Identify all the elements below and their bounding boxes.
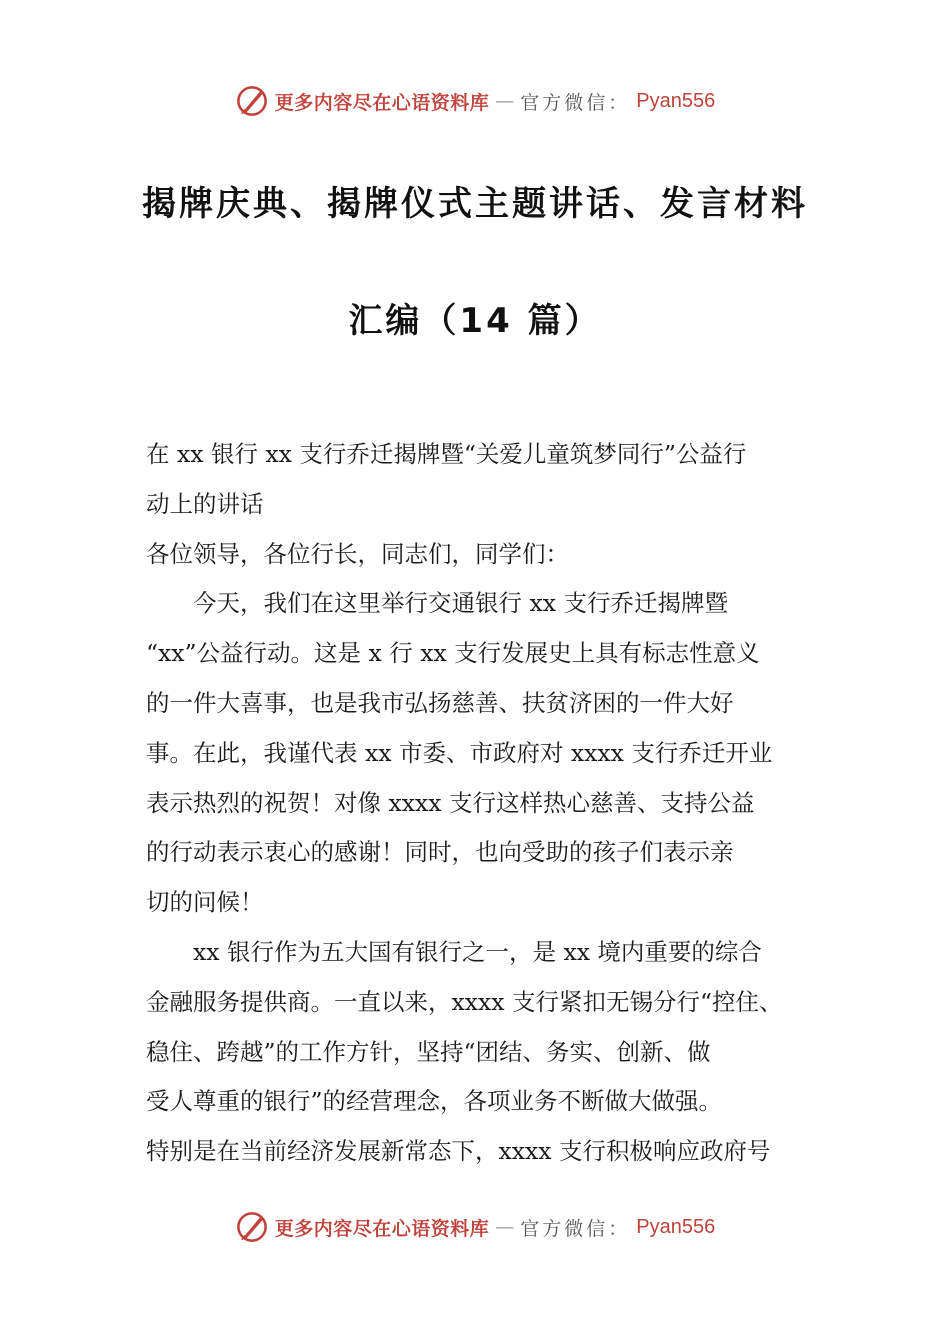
body-line: xx 银行作为五大国有银行之一，是 xx 境内重要的综合 [146, 937, 762, 966]
body-line: 事。在此，我谨代表 xx 市委、市政府对 xxxx 支行乔迁开业 [146, 738, 773, 767]
body-line: 的行动表示衷心的感谢！同时，也向受助的孩子们表示亲 [146, 838, 734, 867]
header-banner [0, 84, 950, 118]
footer-site-text: 更多内容尽在心语资料库 [274, 1217, 490, 1240]
body-line: 在 xx 银行 xx 支行乔迁揭牌暨“关爱儿童筑梦同行”公益行 [146, 440, 747, 468]
document-title-line-1: 揭牌庆典、揭牌仪式主题讲话、发言材料 [142, 184, 808, 224]
footer-dash: — [495, 1216, 515, 1238]
banner-wechat-id: Pyan556 [636, 89, 716, 112]
footer-wechat-label: 官方微信： [520, 1217, 631, 1240]
banner-wechat-label: 官方微信： [520, 91, 631, 114]
banner-site-text: 更多内容尽在心语资料库 [274, 91, 490, 114]
quill-pen-logo-icon [235, 1210, 269, 1244]
body-line: 的一件大喜事，也是我市弘扬慈善、扶贫济困的一件大好 [146, 688, 734, 717]
body-line: “xx”公益行动。这是 x 行 xx 支行发展史上具有标志性意义 [146, 639, 760, 668]
body-line: 动上的讲话 [146, 489, 264, 518]
body-line: 各位领导，各位行长，同志们，同学们： [146, 539, 569, 568]
footer-banner [0, 1210, 950, 1244]
body-line: 今天，我们在这里举行交通银行 xx 支行乔迁揭牌暨 [146, 589, 728, 618]
body-line: 表示热烈的祝贺！对像 xxxx 支行这样热心慈善、支持公益 [146, 788, 755, 817]
body-line: 特别是在当前经济发展新常态下，xxxx 支行积极响应政府号 [146, 1137, 771, 1166]
document-body [146, 430, 826, 1177]
body-line: 受人尊重的银行”的经营理念，各项业务不断做大做强。 [146, 1087, 723, 1116]
banner-dash: — [495, 90, 515, 112]
body-line: 稳住、跨越”的工作方针，坚持“团结、务实、创新、做 [146, 1037, 711, 1066]
body-line: 金融服务提供商。一直以来，xxxx 支行紧扣无锡分行“控住、 [146, 987, 783, 1016]
footer-wechat-id: Pyan556 [636, 1215, 716, 1238]
quill-pen-logo-icon [235, 84, 269, 118]
body-line: 切的问候！ [146, 888, 264, 917]
document-title-line-2: 汇编（14 篇） [348, 301, 602, 341]
